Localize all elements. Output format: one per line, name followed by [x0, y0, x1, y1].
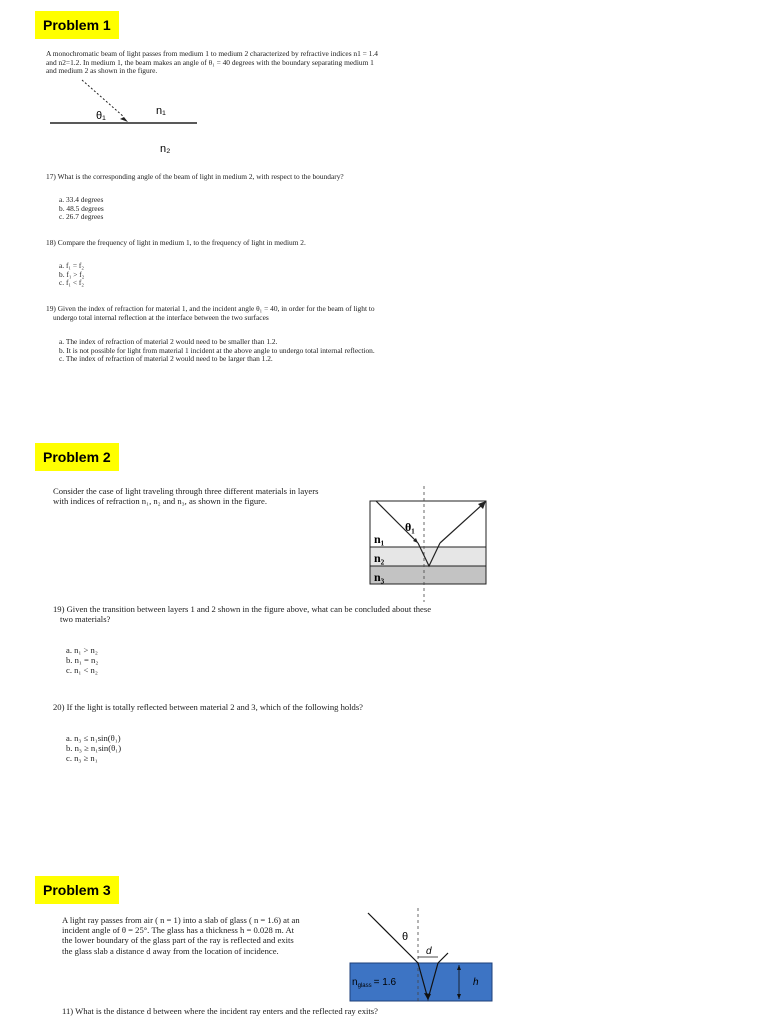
option-b[interactable]: b. f₁ > f₂: [59, 269, 85, 279]
intro-line: incident angle of θ = 25°. The glass has a thickness h = 0.028 m. At: [62, 925, 295, 936]
option-a[interactable]: a. n₃ ≤ n₁sin(θ₁): [66, 733, 121, 743]
question-11-text: 11) What is the distance d between where the incident ray enters and the reflected ray exits?: [62, 1006, 378, 1016]
problem-1-badge: Problem 1: [35, 11, 119, 39]
option-a[interactable]: a. f₁ = f₂: [59, 261, 84, 270]
intro-line: and medium 2 as shown in the figure.: [46, 66, 158, 76]
option-c[interactable]: c. f₁ < f₂: [59, 278, 84, 288]
glass-slab: [350, 963, 492, 1001]
theta-label: θ₁: [405, 520, 415, 534]
problem-2-badge: Problem 2: [35, 443, 119, 471]
intro-line: with indices of refraction n₁, n₂ and n₃, as shown in the figure.: [53, 496, 267, 507]
question-19-text-cont: two materials?: [60, 614, 111, 625]
n1-label: n₁: [156, 105, 166, 117]
question-18-text: 18) Compare the frequency of light in medium 1, to the frequency of light in medium 2.: [46, 238, 306, 247]
n3-label: n₃: [374, 570, 385, 584]
question-20-text: 20) If the light is totally reflected between material 2 and 3, which of the following holds?: [53, 702, 364, 712]
exit-ray: [438, 953, 448, 963]
option-c[interactable]: c. 26.7 degrees: [59, 212, 104, 222]
option-b[interactable]: b. It is not possible for light from material 1 incident at the above angle to undergo total internal reflection.: [59, 345, 375, 355]
n2-label: n₂: [160, 143, 171, 155]
question-11: [62, 1006, 378, 1016]
option-a[interactable]: a. The index of refraction of material 2 would need to be smaller than 1.2.: [59, 337, 278, 346]
question-19-text-cont: undergo total internal reflection at the interface between the two surfaces: [53, 312, 269, 322]
question-19-text: 19) Given the transition between layers 1 and 2 shown in the figure above, what can be concluded about these: [53, 604, 432, 614]
question-17-text: 17) What is the corresponding angle of the beam of light in medium 2, with respect to the boundary?: [46, 172, 344, 181]
n1-label: n₁: [374, 532, 385, 546]
option-b[interactable]: b. 48.5 degrees: [59, 203, 104, 213]
question-19-text: 19) Given the index of refraction for material 1, and the incident angle θ₁ = 40, in order for the beam of light to: [46, 304, 375, 313]
incident-ray: [368, 913, 418, 963]
intro-line: the glass slab a distance d away from the location of incidence.: [62, 945, 279, 956]
option-c[interactable]: c. n₁ < n₂: [66, 665, 98, 676]
option-a[interactable]: a. 33.4 degrees: [59, 195, 104, 204]
option-b[interactable]: b. n₃ ≥ n₁sin(θ₁): [66, 743, 122, 754]
d-label: d: [426, 946, 432, 957]
n-glass-symbol: n: [352, 977, 358, 988]
n-glass-value: = 1.6: [373, 977, 397, 988]
intro-line: and n2=1.2. In medium 1, the beam makes an angle of θ₁ = 40 degrees with the boundary separating medium 1: [46, 57, 374, 67]
option-c[interactable]: c. n₃ ≥ n₁: [66, 753, 98, 764]
option-b[interactable]: b. n₁ = n₂: [66, 655, 99, 666]
n-glass-subscript: glass: [357, 983, 372, 989]
option-c[interactable]: c. The index of refraction of material 2 would need to be larger than 1.2.: [59, 354, 273, 364]
intro-line: A light ray passes from air ( n = 1) into a slab of glass ( n = 1.6) at an: [62, 915, 300, 925]
intro-line: A monochromatic beam of light passes from medium 1 to medium 2 characterized by refractive indices n1 = 1.4: [46, 49, 378, 58]
problem-3-badge: Problem 3: [35, 876, 119, 904]
intro-line: the lower boundary of the glass part of the ray is reflected and exits: [62, 935, 294, 946]
intro-line: Consider the case of light traveling through three different materials in layers: [53, 486, 319, 496]
theta-label: θ₁: [96, 110, 106, 122]
theta-label: θ: [402, 931, 409, 943]
n2-label: n₂: [374, 551, 385, 565]
option-a[interactable]: a. n₁ > n₂: [66, 645, 98, 655]
h-label: h: [473, 977, 479, 988]
